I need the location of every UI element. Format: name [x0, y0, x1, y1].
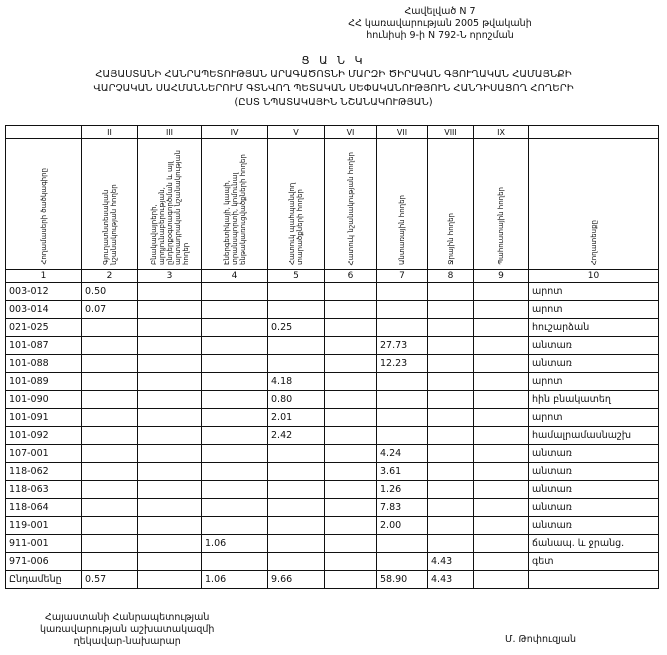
area-cell	[268, 337, 325, 355]
table-row	[6, 373, 659, 391]
signatory-name: Մ. Թոփուզյան	[505, 634, 577, 645]
area-cell	[428, 517, 474, 535]
roman-cell: VI	[325, 126, 377, 139]
area-cell	[138, 391, 202, 409]
header-cell	[474, 139, 529, 270]
header-label: Ջրային հողեր	[446, 213, 455, 265]
roman-cell: III	[138, 126, 202, 139]
area-cell	[268, 499, 325, 517]
area-cell: 2.42	[268, 427, 325, 445]
header-cell	[82, 139, 138, 270]
area-cell	[325, 337, 377, 355]
document-title	[20, 54, 647, 110]
total-cell: 9.66	[268, 571, 325, 589]
area-cell	[202, 499, 268, 517]
area-cell	[377, 409, 428, 427]
area-cell	[138, 319, 202, 337]
title-line: (ԸՍՏ ՆՊԱՏԱԿԱՅԻՆ ՆՇԱՆԱԿՈՒԹՅԱՆ)	[234, 97, 433, 108]
area-cell	[82, 391, 138, 409]
roman-cell: IX	[474, 126, 529, 139]
area-cell	[325, 283, 377, 301]
header-cell	[202, 139, 268, 270]
land-type: արոտ	[529, 373, 659, 391]
area-cell	[325, 373, 377, 391]
header-label: Պահուստային հողեր	[497, 187, 505, 265]
area-cell: 2.01	[268, 409, 325, 427]
table-body	[6, 283, 659, 571]
roman-cell: VII	[377, 126, 428, 139]
area-cell	[202, 463, 268, 481]
table-row	[6, 427, 659, 445]
area-cell	[474, 481, 529, 499]
header-label: Հատուկ նշանակության հողեր	[346, 151, 355, 265]
parcel-code: 003-012	[6, 283, 82, 301]
land-register-table	[5, 125, 659, 589]
table-row	[6, 481, 659, 499]
area-cell	[82, 463, 138, 481]
area-cell	[474, 517, 529, 535]
area-cell	[82, 319, 138, 337]
area-cell	[474, 445, 529, 463]
land-type: արոտ	[529, 409, 659, 427]
area-cell	[428, 337, 474, 355]
header-label: Հատուկ պահպանվող տարածքների հողեր	[288, 182, 304, 265]
parcel-code: 021-025	[6, 319, 82, 337]
parcel-code: 101-087	[6, 337, 82, 355]
area-cell	[325, 463, 377, 481]
area-cell	[202, 409, 268, 427]
area-cell	[202, 427, 268, 445]
area-cell: 1.26	[377, 481, 428, 499]
area-cell	[138, 535, 202, 553]
area-cell	[325, 319, 377, 337]
area-cell: 4.18	[268, 373, 325, 391]
land-type: անտառ	[529, 463, 659, 481]
total-cell	[529, 571, 659, 589]
area-cell: 1.06	[202, 535, 268, 553]
area-cell	[474, 391, 529, 409]
land-type: անտառ	[529, 445, 659, 463]
land-type: արոտ	[529, 283, 659, 301]
land-type: ճանապ. և ջրանց.	[529, 535, 659, 553]
area-cell	[82, 553, 138, 571]
area-cell	[377, 427, 428, 445]
area-cell	[268, 553, 325, 571]
total-cell: 0.57	[82, 571, 138, 589]
area-cell	[474, 427, 529, 445]
total-cell	[474, 571, 529, 589]
area-cell: 4.43	[428, 553, 474, 571]
area-cell	[325, 427, 377, 445]
total-cell	[138, 571, 202, 589]
area-cell: 2.00	[377, 517, 428, 535]
parcel-code: 101-092	[6, 427, 82, 445]
area-cell	[268, 355, 325, 373]
area-cell	[82, 517, 138, 535]
area-cell	[138, 427, 202, 445]
header-cell	[529, 139, 659, 270]
header-cell	[377, 139, 428, 270]
parcel-code: 101-089	[6, 373, 82, 391]
area-cell	[202, 301, 268, 319]
area-cell	[325, 391, 377, 409]
area-cell	[82, 409, 138, 427]
land-type: արոտ	[529, 301, 659, 319]
area-cell	[428, 463, 474, 481]
area-cell	[325, 409, 377, 427]
area-cell	[428, 391, 474, 409]
area-cell	[474, 409, 529, 427]
total-cell: 58.90	[377, 571, 428, 589]
parcel-code: 911-001	[6, 535, 82, 553]
total-label: Ընդամենը	[6, 571, 82, 589]
area-cell	[377, 553, 428, 571]
column-number: 7	[377, 270, 428, 283]
land-type: համալրամասնաշխ	[529, 427, 659, 445]
area-cell	[138, 445, 202, 463]
title-line: ՎԱՐՉԱԿԱՆ ՍԱՀՄԱՆՆԵՐՈՒՄ ԳՏՆՎՈՂ ՊԵՏԱԿԱՆ ՍԵՓԱԿԱՆՈՒԹՅՈՒՆ ՀԱՆԴԻՍԱՑՈՂ ՀՈՂԵՐԻ	[93, 83, 574, 94]
area-cell	[138, 409, 202, 427]
land-type: անտառ	[529, 337, 659, 355]
signatory-title	[40, 612, 214, 648]
table-row	[6, 535, 659, 553]
area-cell	[325, 481, 377, 499]
area-cell	[82, 535, 138, 553]
area-cell: 4.24	[377, 445, 428, 463]
parcel-code: 101-088	[6, 355, 82, 373]
column-header-row	[6, 139, 659, 270]
table-row	[6, 391, 659, 409]
header-label: Գյուղատնտեսական նշանակության հողեր	[101, 184, 118, 265]
area-cell	[138, 517, 202, 535]
annex-header	[330, 6, 550, 42]
area-cell: 0.80	[268, 391, 325, 409]
area-cell	[325, 355, 377, 373]
signatory-line: ղեկավար-նախարար	[73, 636, 181, 647]
table-row	[6, 301, 659, 319]
header-cell	[6, 139, 82, 270]
area-cell	[138, 463, 202, 481]
area-cell	[428, 499, 474, 517]
table-row	[6, 355, 659, 373]
area-cell	[138, 283, 202, 301]
area-cell	[202, 355, 268, 373]
area-cell	[474, 499, 529, 517]
column-number: 3	[138, 270, 202, 283]
total-cell	[325, 571, 377, 589]
area-cell	[268, 463, 325, 481]
annex-line: Հավելված N 7	[404, 6, 476, 17]
total-cell: 4.43	[428, 571, 474, 589]
area-cell	[82, 373, 138, 391]
table-row	[6, 553, 659, 571]
area-cell	[325, 535, 377, 553]
area-cell	[268, 445, 325, 463]
column-number: 6	[325, 270, 377, 283]
land-type: հուշարձան	[529, 319, 659, 337]
area-cell	[202, 517, 268, 535]
parcel-code: 118-064	[6, 499, 82, 517]
area-cell	[474, 337, 529, 355]
area-cell	[377, 535, 428, 553]
area-cell	[325, 499, 377, 517]
title-main: Ց Ա Ն Կ	[301, 54, 366, 67]
signatory-line: Հայաստանի Հանրապետության	[45, 612, 210, 623]
area-cell: 0.25	[268, 319, 325, 337]
area-cell	[428, 409, 474, 427]
title-line: ՀԱՅԱՍՏԱՆԻ ՀԱՆՐԱՊԵՏՈՒԹՅԱՆ ԱՐԱԳԱԾՈՏՆԻ ՄԱՐԶԻ ԾԻՐԱԿԱՆ ԳՅՈՒՂԱԿԱՆ ՀԱՄԱՅՆՔԻ	[95, 69, 572, 80]
parcel-code: 118-062	[6, 463, 82, 481]
area-cell	[82, 355, 138, 373]
area-cell	[428, 427, 474, 445]
parcel-code: 119-001	[6, 517, 82, 535]
land-type: անտառ	[529, 355, 659, 373]
area-cell	[82, 427, 138, 445]
area-cell	[474, 355, 529, 373]
land-type: հին բնակատեղ	[529, 391, 659, 409]
area-cell	[474, 553, 529, 571]
header-cell	[428, 139, 474, 270]
land-type: անտառ	[529, 499, 659, 517]
roman-cell: V	[268, 126, 325, 139]
area-cell	[138, 337, 202, 355]
area-cell	[428, 445, 474, 463]
column-number: 4	[202, 270, 268, 283]
area-cell	[202, 319, 268, 337]
header-cell	[325, 139, 377, 270]
land-type: անտառ	[529, 481, 659, 499]
area-cell	[428, 373, 474, 391]
roman-cell	[6, 126, 82, 139]
land-type: գետ	[529, 553, 659, 571]
area-cell	[325, 517, 377, 535]
area-cell: 27.73	[377, 337, 428, 355]
header-cell	[268, 139, 325, 270]
area-cell	[474, 373, 529, 391]
area-cell	[325, 301, 377, 319]
parcel-code: 118-063	[6, 481, 82, 499]
area-cell	[377, 373, 428, 391]
table-row	[6, 409, 659, 427]
header-label: Անտառային հողեր	[398, 195, 406, 265]
signatory-line: կառավարության աշխատակազմի	[40, 624, 215, 635]
area-cell	[82, 499, 138, 517]
header-label: Բնակավայրերի, արդյունաբերության, ընդերքօգտագործման և այլ արտադրական նշանակության հողեր	[149, 150, 190, 265]
area-cell	[268, 283, 325, 301]
column-number: 2	[82, 270, 138, 283]
area-cell	[474, 301, 529, 319]
table-row	[6, 463, 659, 481]
area-cell	[138, 481, 202, 499]
area-cell: 0.50	[82, 283, 138, 301]
area-cell	[377, 301, 428, 319]
area-cell	[325, 553, 377, 571]
area-cell: 3.61	[377, 463, 428, 481]
area-cell	[138, 355, 202, 373]
parcel-code: 101-090	[6, 391, 82, 409]
table-row	[6, 445, 659, 463]
area-cell	[268, 535, 325, 553]
area-cell	[377, 319, 428, 337]
area-cell	[202, 391, 268, 409]
area-cell	[138, 373, 202, 391]
area-cell	[202, 445, 268, 463]
area-cell	[428, 481, 474, 499]
column-number: 5	[268, 270, 325, 283]
area-cell	[428, 283, 474, 301]
total-row	[6, 571, 659, 589]
roman-cell: VIII	[428, 126, 474, 139]
header-label: Էներգետիկայի, կապի, տրանսպորտի, կոմունալ ենթակառուցվածքների հողեր	[222, 154, 247, 265]
table-row	[6, 319, 659, 337]
area-cell	[82, 481, 138, 499]
area-cell	[202, 481, 268, 499]
area-cell: 12.23	[377, 355, 428, 373]
area-cell	[377, 391, 428, 409]
annex-line: հունիսի 9-ի N 792-Ն որոշման	[366, 30, 514, 41]
total-cell: 1.06	[202, 571, 268, 589]
header-label: Հողատեսքը	[589, 219, 598, 265]
area-cell	[428, 301, 474, 319]
column-number: 1	[6, 270, 82, 283]
table-row	[6, 517, 659, 535]
header-label: Հողամասերի ծածկագիրը	[39, 168, 48, 265]
roman-numeral-row	[6, 126, 659, 139]
table-row	[6, 337, 659, 355]
area-cell	[268, 301, 325, 319]
area-cell: 0.07	[82, 301, 138, 319]
area-cell	[202, 283, 268, 301]
column-number: 10	[529, 270, 659, 283]
area-cell	[268, 517, 325, 535]
area-cell	[377, 283, 428, 301]
table-row	[6, 499, 659, 517]
parcel-code: 003-014	[6, 301, 82, 319]
area-cell	[474, 283, 529, 301]
area-cell	[428, 355, 474, 373]
column-number: 9	[474, 270, 529, 283]
area-cell	[474, 535, 529, 553]
area-cell	[428, 535, 474, 553]
annex-line: ՀՀ կառավարության 2005 թվականի	[348, 18, 532, 29]
area-cell	[202, 337, 268, 355]
roman-cell: II	[82, 126, 138, 139]
roman-cell	[529, 126, 659, 139]
parcel-code: 101-091	[6, 409, 82, 427]
area-cell: 7.83	[377, 499, 428, 517]
column-number: 8	[428, 270, 474, 283]
area-cell	[325, 445, 377, 463]
area-cell	[138, 499, 202, 517]
area-cell	[202, 373, 268, 391]
area-cell	[138, 553, 202, 571]
column-number-row	[6, 270, 659, 283]
area-cell	[474, 463, 529, 481]
land-type: անտառ	[529, 517, 659, 535]
roman-cell: IV	[202, 126, 268, 139]
area-cell	[268, 481, 325, 499]
area-cell	[202, 553, 268, 571]
table-row	[6, 283, 659, 301]
parcel-code: 971-006	[6, 553, 82, 571]
area-cell	[428, 319, 474, 337]
parcel-code: 107-001	[6, 445, 82, 463]
area-cell	[138, 301, 202, 319]
header-cell	[138, 139, 202, 270]
area-cell	[82, 445, 138, 463]
area-cell	[474, 319, 529, 337]
area-cell	[82, 337, 138, 355]
